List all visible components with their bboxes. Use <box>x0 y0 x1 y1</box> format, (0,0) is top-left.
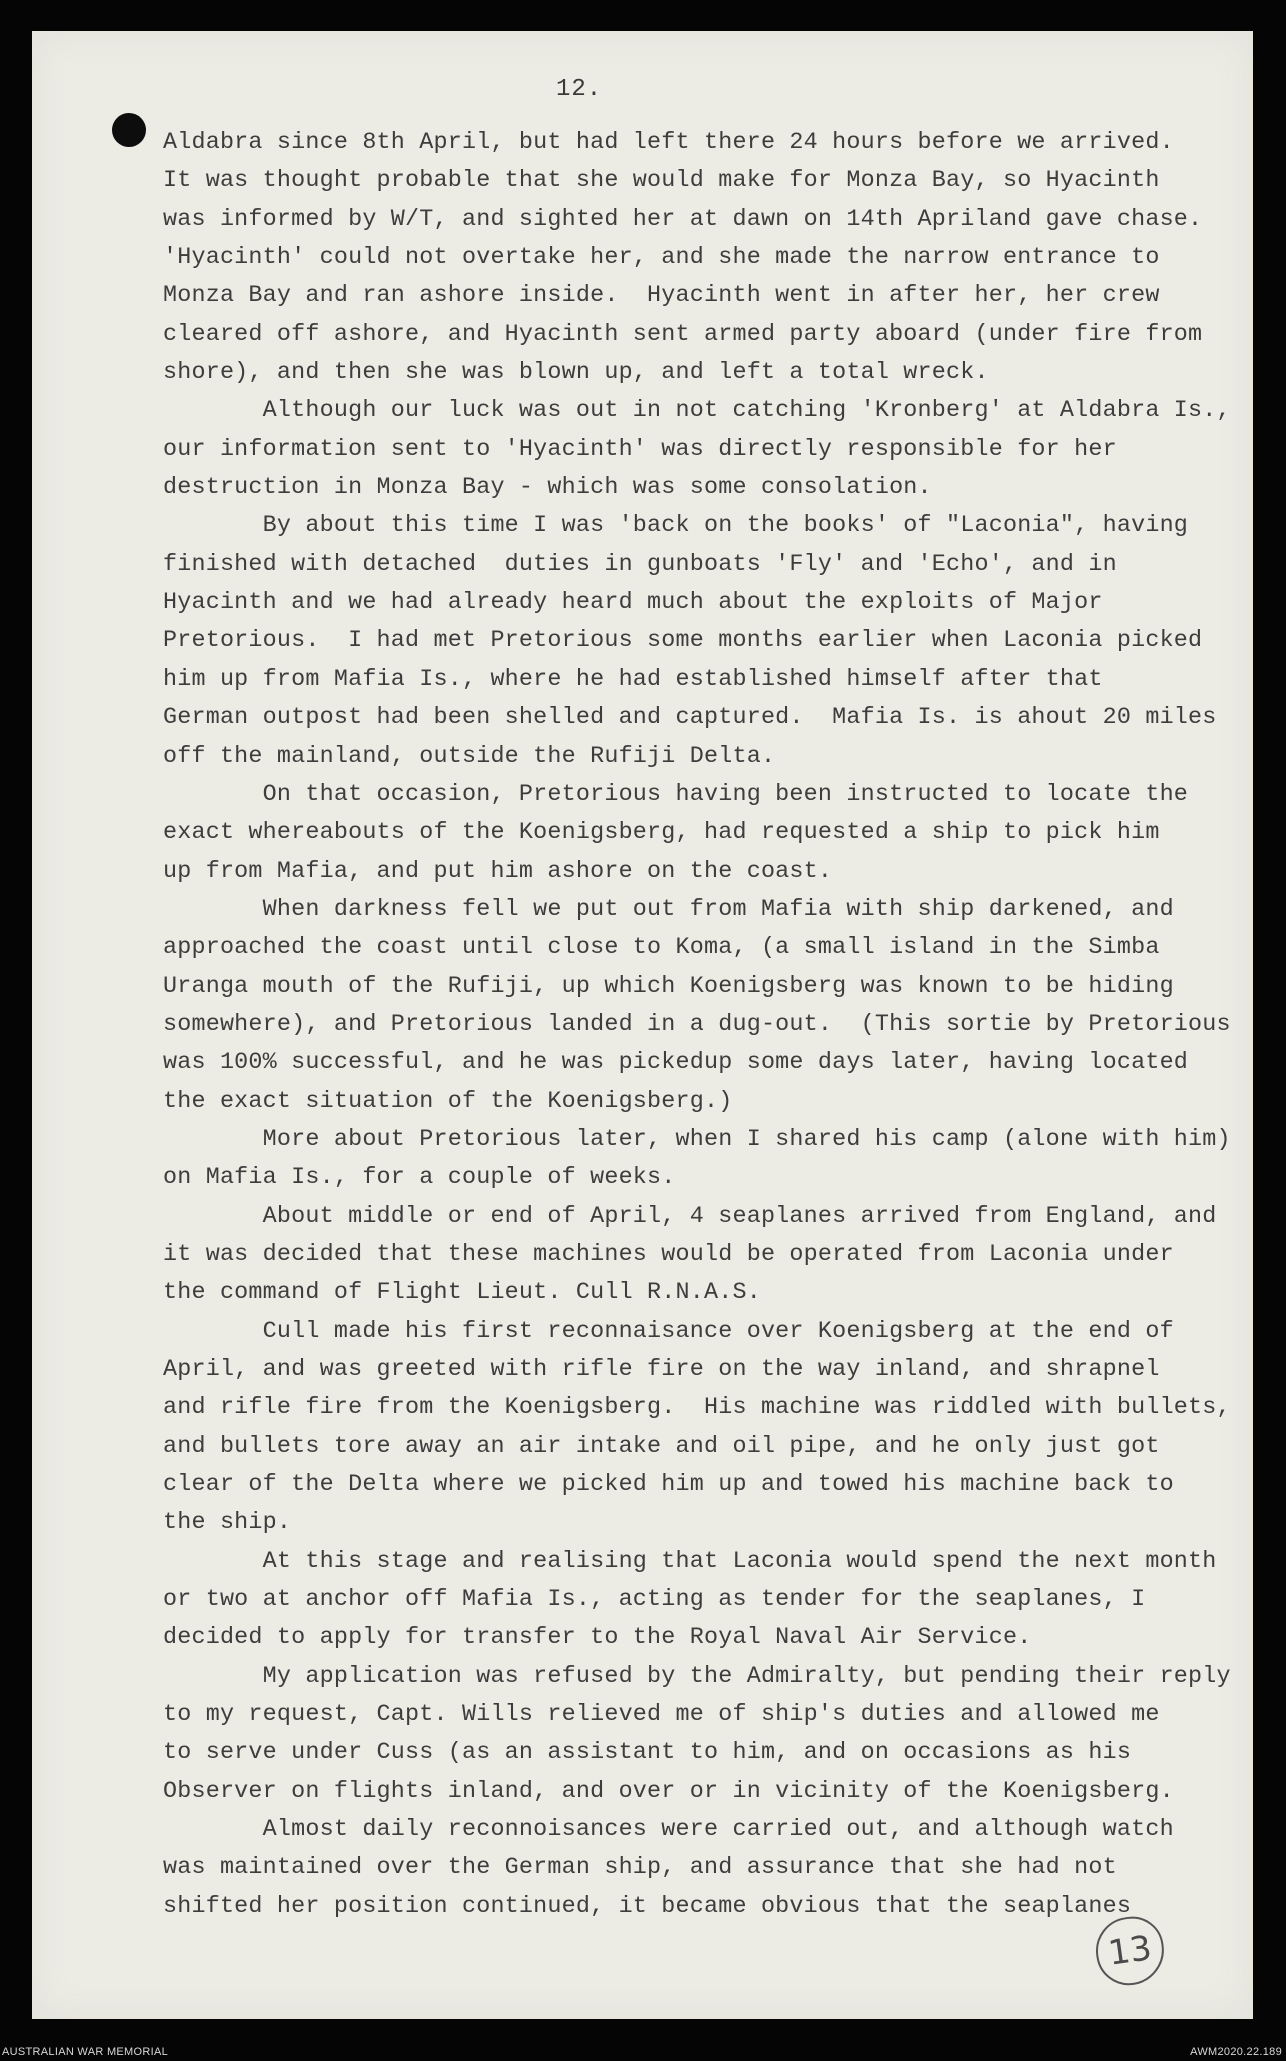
text-line: cleared off ashore, and Hyacinth sent armed party aboard (under fire from <box>163 321 1203 348</box>
text-line: Cull made his first reconnaisance over Koenigsberg at the end of <box>163 1318 1174 1345</box>
text-line: to serve under Cuss (as an assistant to him, and on occasions as his <box>163 1740 1132 1767</box>
typed-text-body <box>163 124 1243 1926</box>
text-line: our information sent to 'Hyacinth' was directly responsible for her <box>163 436 1117 463</box>
text-line: shifted her position continued, it became obvious that the seaplanes <box>163 1893 1132 1920</box>
text-line: German outpost had been shelled and captured. Mafia Is. is ahout 20 miles <box>163 705 1217 732</box>
text-line: Almost daily reconnoisances were carried out, and although watch <box>163 1817 1174 1844</box>
text-line: it was decided that these machines would be operated from Laconia under <box>163 1241 1174 1268</box>
text-line: off the mainland, outside the Rufiji Delta. <box>163 743 776 770</box>
page-number: 12. <box>556 76 603 103</box>
text-line: On that occasion, Pretorious having been instructed to locate the <box>163 781 1189 808</box>
text-line: More about Pretorious later, when I shared his camp (alone with him) <box>163 1126 1231 1153</box>
footer-reference-number: AWM2020.22.189 <box>1190 2046 1282 2058</box>
text-line: him up from Mafia Is., where he had established himself after that <box>163 666 1103 693</box>
text-line: was maintained over the German ship, and assurance that she had not <box>163 1855 1117 1882</box>
text-line: on Mafia Is., for a couple of weeks. <box>163 1165 676 1192</box>
text-line: finished with detached duties in gunboats 'Fly' and 'Echo', and in <box>163 551 1117 578</box>
text-line: clear of the Delta where we picked him up and towed his machine back to <box>163 1472 1174 1499</box>
text-line: the exact situation of the Koenigsberg.) <box>163 1088 733 1115</box>
text-line: shore), and then she was blown up, and left a total wreck. <box>163 360 989 387</box>
text-line: somewhere), and Pretorious landed in a dug-out. (This sortie by Pretorious <box>163 1011 1231 1038</box>
text-line: Monza Bay and ran ashore inside. Hyacinth went in after her, her crew <box>163 283 1160 310</box>
text-line: About middle or end of April, 4 seaplanes arrived from England, and <box>163 1203 1217 1230</box>
text-line: At this stage and realising that Laconia would spend the next month <box>163 1548 1217 1575</box>
text-line: Pretorious. I had met Pretorious some months earlier when Laconia picked <box>163 628 1203 655</box>
text-line: approached the coast until close to Koma, (a small island in the Simba <box>163 935 1160 962</box>
text-line: It was thought probable that she would make for Monza Bay, so Hyacinth <box>163 168 1160 195</box>
text-line: and rifle fire from the Koenigsberg. His machine was riddled with bullets, <box>163 1395 1231 1422</box>
text-line: the ship. <box>163 1510 292 1537</box>
text-line: was 100% successful, and he was pickedup some days later, having located <box>163 1050 1189 1077</box>
text-line: the command of Flight Lieut. Cull R.N.A.S. <box>163 1280 761 1307</box>
text-line: decided to apply for transfer to the Royal Naval Air Service. <box>163 1625 1032 1652</box>
text-line: Hyacinth and we had already heard much about the exploits of Major <box>163 590 1103 617</box>
text-line: up from Mafia, and put him ashore on the coast. <box>163 858 833 885</box>
text-line: and bullets tore away an air intake and oil pipe, and he only just got <box>163 1433 1160 1460</box>
text-line: When darkness fell we put out from Mafia with ship darkened, and <box>163 896 1174 923</box>
stamp-number: 13 <box>1105 1928 1155 1974</box>
text-line: By about this time I was 'back on the books' of "Laconia", having <box>163 513 1189 540</box>
punch-hole <box>112 113 146 147</box>
text-line: My application was refused by the Admiralty, but pending their reply <box>163 1663 1231 1690</box>
text-line: Although our luck was out in not catching 'Kronberg' at Aldabra Is., <box>163 398 1231 425</box>
text-line: Observer on flights inland, and over or in vicinity of the Koenigsberg. <box>163 1778 1174 1805</box>
text-line: April, and was greeted with rifle fire on the way inland, and shrapnel <box>163 1357 1160 1383</box>
text-line: Aldabra since 8th April, but had left there 24 hours before we arrived. <box>163 130 1174 156</box>
text-line: was informed by W/T, and sighted her at dawn on 14th Apriland gave chase. <box>163 206 1203 233</box>
text-line: 'Hyacinth' could not overtake her, and she made the narrow entrance to <box>163 245 1160 272</box>
text-line: Uranga mouth of the Rufiji, up which Koenigsberg was known to be hiding <box>163 973 1174 1000</box>
footer-archive-name: AUSTRALIAN WAR MEMORIAL <box>2 2046 169 2058</box>
text-line: or two at anchor off Mafia Is., acting as tender for the seaplanes, I <box>163 1587 1146 1614</box>
text-line: to my request, Capt. Wills relieved me of ship's duties and allowed me <box>163 1702 1160 1729</box>
text-line: destruction in Monza Bay - which was some consolation. <box>163 475 932 502</box>
text-line: exact whereabouts of the Koenigsberg, had requested a ship to pick him <box>163 820 1160 847</box>
